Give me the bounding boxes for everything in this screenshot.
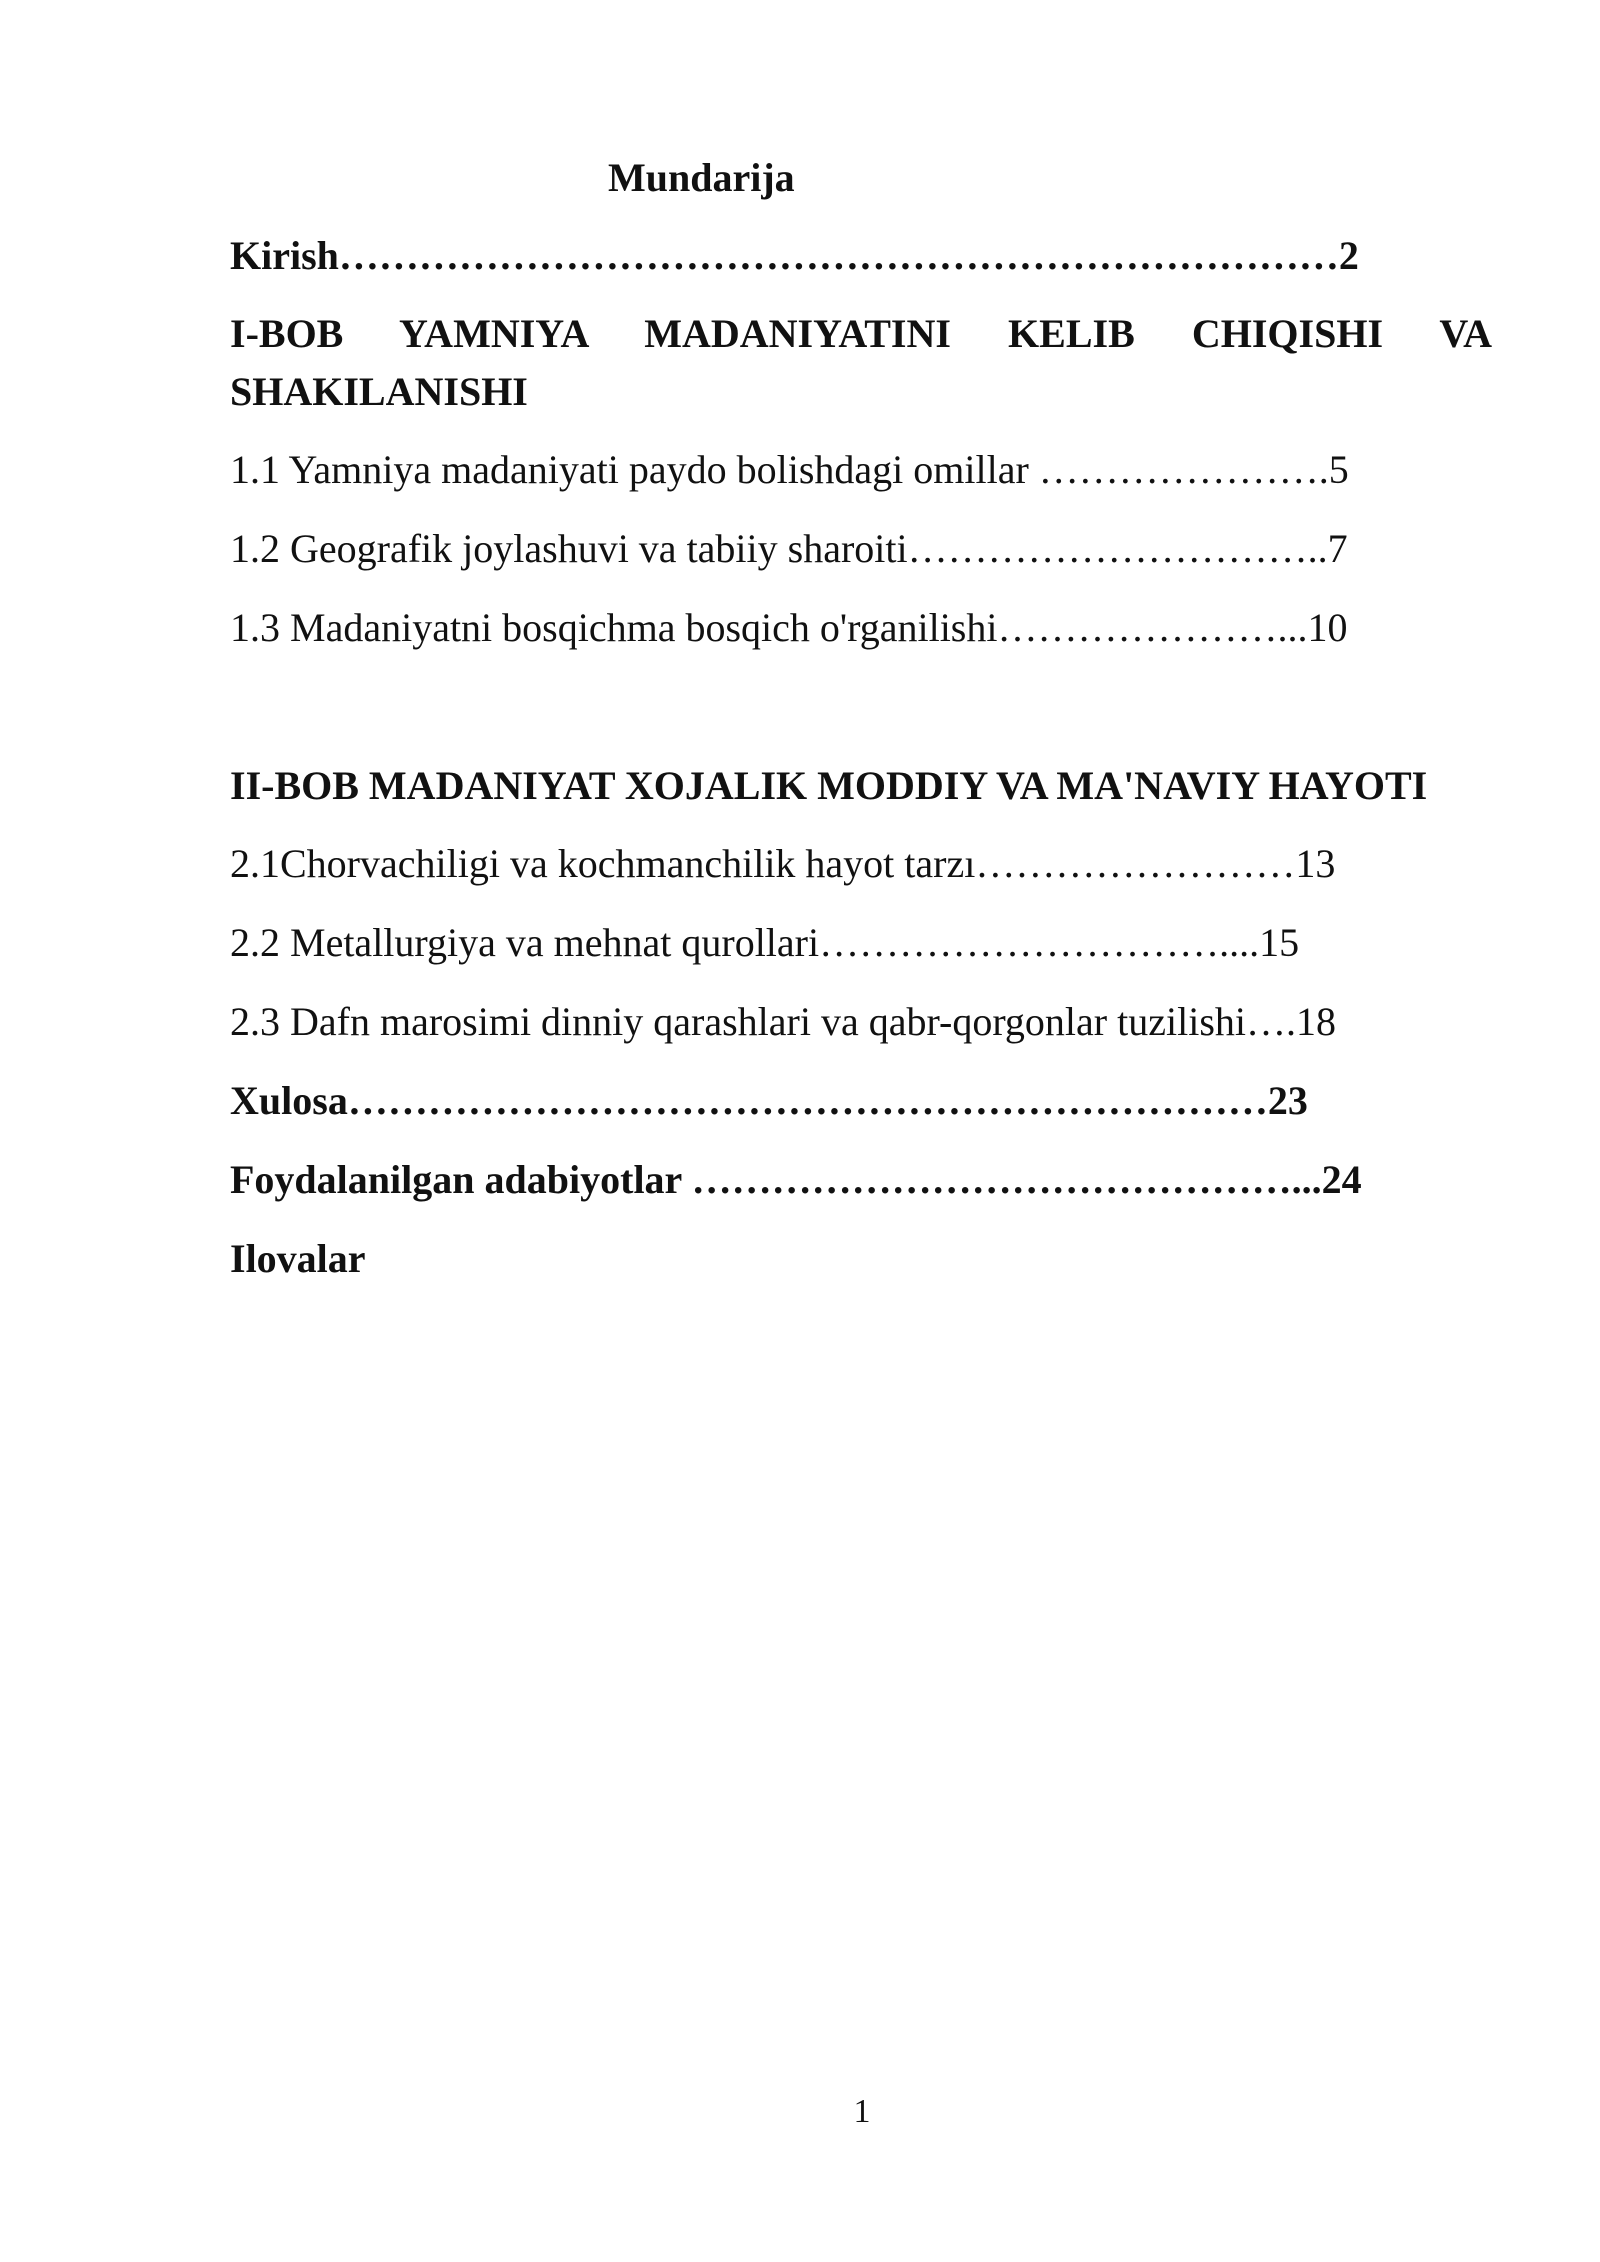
page-number: 1	[853, 2093, 871, 2130]
toc-title: Mundarija	[608, 155, 795, 200]
toc-entry-intro: Kirish…………………………………………………………………2	[230, 233, 1359, 278]
toc-entry-1-3: 1.3 Madaniyatni bosqichma bosqich o'rganilishi…………………...10	[230, 605, 1348, 650]
toc-entry-1-2: 1.2 Geografik joylashuvi va tabiiy sharoiti…………………………..7	[230, 526, 1348, 571]
toc-chapter-2-heading: II-BOB MADANIYAT XOJALIK MODDIY VA MA'NAVIY HAYOTI	[230, 763, 1428, 808]
table-of-contents	[230, 148, 1492, 1308]
section-spacer	[230, 677, 1492, 757]
toc-entry-conclusion: Xulosa……………………………………………………………23	[230, 1078, 1308, 1123]
toc-entry-2-2: 2.2 Metallurgiya va mehnat qurollari…………………………....15	[230, 920, 1300, 965]
toc-entry-references: Foydalanilgan adabiyotlar ………………………………………...24	[230, 1157, 1362, 1202]
toc-entry-2-3: 2.3 Dafn marosimi dinniy qarashlari va qabr-qorgonlar tuzilishi….18	[230, 999, 1336, 1044]
toc-chapter-1-heading: I-BOB YAMNIYA MADANIYATINI KELIB CHIQISHI VA SHAKILANISHI	[230, 311, 1492, 414]
toc-entry-appendices: Ilovalar	[230, 1236, 366, 1281]
toc-entry-2-1: 2.1Chorvachiligi va kochmanchilik hayot tarzı……………………13	[230, 841, 1336, 886]
toc-entry-1-1: 1.1 Yamniya madaniyati paydo bolishdagi omillar ………………….5	[230, 447, 1349, 492]
